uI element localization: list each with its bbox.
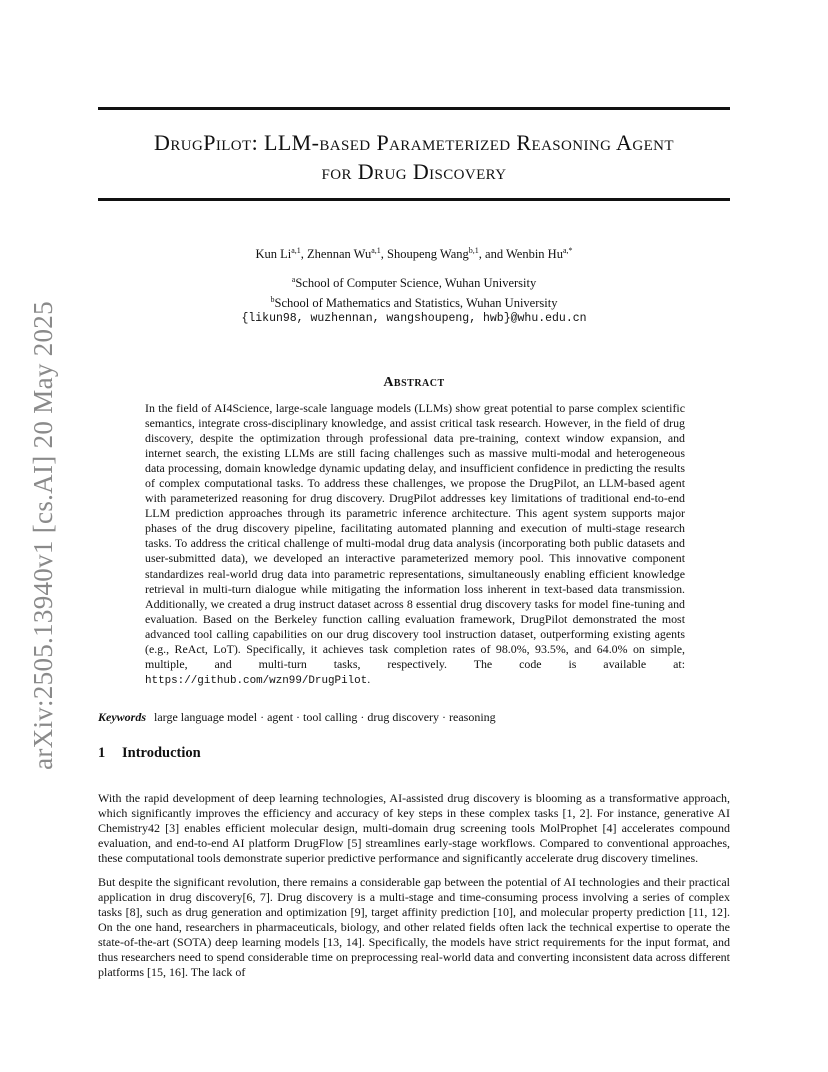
author-affiliation-mark: a,1 [291, 246, 301, 255]
affiliation-mark: a [291, 275, 296, 284]
author-affiliation-mark: a,* [562, 246, 573, 255]
abstract-end: . [367, 671, 371, 686]
paper-title [98, 128, 730, 186]
keywords-text: large language model · agent · tool calling · drug discovery · reasoning [154, 710, 496, 724]
paper-title-line-1: DrugPilot: LLM-based Parameterized Reasoning Agent [154, 130, 674, 155]
affiliation-mark: b [270, 294, 275, 304]
intro-paragraph-1: With the rapid development of deep learning technologies, AI-assisted drug discovery is blooming as a transformative approach, which significantly improves the efficiency and accuracy of key steps in these complex tasks [1, 2]. For instance, generative AI Chemistry42 [3] enables efficient molecular design, multi-domain drug screening tools MolProphet [4] accelerates compound evaluation, and end-to-end AI platform DrugFlow [5] streamlines early-stage workflows. Compared to conventional approaches, these computational tools demonstrate superior predictive performance and significantly accelerate drug discovery timelines. [98, 791, 730, 866]
author-name: Shoupeng Wang [387, 247, 469, 262]
keywords [98, 710, 730, 725]
author-name: Wenbin Hu [505, 247, 563, 262]
abstract-heading: Abstract [383, 375, 445, 390]
intro-paragraph-2: But despite the significant revolution, there remains a considerable gap between the potential of AI technologies and their practical application in drug discovery[6, 7]. Drug discovery is a multi-stage and time-consuming process involving a series of complex tasks [8], such as drug generation and optimization [9], target affinity prediction [10], and molecular property prediction [11, 12]. On the one hand, researchers in pharmaceuticals, biology, and other related fields often lack the technical expertise to operate the state-of-the-art (SOTA) deep learning models [13, 14]. Specifically, the models have strict requirements for the input format, and thus researchers need to spend considerable time on preprocessing real-world data and converting inconsistent data across different platforms [15, 16]. The lack of [98, 875, 730, 980]
author-name: Kun Li [255, 247, 292, 262]
section-title: Introduction [122, 745, 201, 761]
author-affiliation-mark: b,1 [468, 246, 479, 255]
affiliation-text: School of Computer Science, Wuhan University [295, 276, 537, 291]
affiliation-line [98, 272, 730, 292]
author-separator: , and [478, 247, 506, 262]
abstract-text: In the field of AI4Science, large-scale language models (LLMs) show great potential to parse complex scientific semantics, integrate cross-disciplinary knowledge, and assist critical task research. However, in the field of drug discovery, despite the optimization through professional data pre-training, context window expansion, and internet search, the existing LLMs are still facing challenges such as massive multi-modal and heterogeneous data processing, domain knowledge dynamic updating delay, and insufficient confidence in predicting the results of complex computational tasks. To address these challenges, we propose the DrugPilot, an LLM-based agent with parameterized reasoning for drug discovery. DrugPilot addresses key limitations of traditional end-to-end LLM prediction approaches through its parametric inference architecture. This agent system supports major phases of the drug discovery pipeline, facilitating automated planning and execution of multi-stage research tasks. To address the critical challenge of multi-modal drug data analysis (incorporating both public datasets and user-submitted data), we developed an interactive parameterized memory pool. This innovative component standardizes real-world drug data into parametric representations, simultaneously enabling efficient knowledge retrieval in multi-turn dialogue while mitigating the information loss inherent in text-based data transmission. Additionally, we created a drug instruct dataset across 8 essential drug discovery tasks for model fine-tuning and evaluation. Based on the Berkeley function calling evaluation framework, DrugPilot demonstrated the most advanced tool calling capabilities on our drug discovery tool instruction dataset, outperforming existing agents (e.g., ReAct, LoT). Specifically, it achieves task completion rates of 98.0%, 93.5%, and 64.0% on simple, multiple, and multi-turn tasks, respectively. The code is available at: [145, 401, 685, 671]
section-number: 1 [98, 745, 106, 761]
affiliations [98, 272, 730, 327]
author-separator: , [380, 247, 388, 262]
paper-title-line-2: for Drug Discovery [321, 159, 507, 184]
code-link[interactable]: https://github.com/wzn99/DrugPilot [145, 674, 368, 687]
author-list [98, 243, 730, 262]
abstract-body [145, 401, 685, 689]
arxiv-identifier-text: arXiv:2505.13940v1 [cs.AI] 20 May 2025 [27, 300, 58, 770]
title-bottom-rule [98, 198, 730, 201]
author-name: Zhennan Wu [307, 247, 372, 262]
section-heading-introduction [98, 745, 730, 762]
affiliation-line [98, 292, 730, 312]
affiliation-text: School of Mathematics and Statistics, Wuhan University [274, 295, 558, 310]
author-affiliation-mark: a,1 [371, 246, 381, 255]
title-top-rule [98, 107, 730, 110]
author-emails: {likun98, wuzhennan, wangshoupeng, hwb}@whu.edu.cn [241, 312, 587, 326]
arxiv-identifier [28, 300, 58, 770]
author-separator: , [300, 247, 308, 262]
keywords-label: Keywords [98, 710, 146, 724]
